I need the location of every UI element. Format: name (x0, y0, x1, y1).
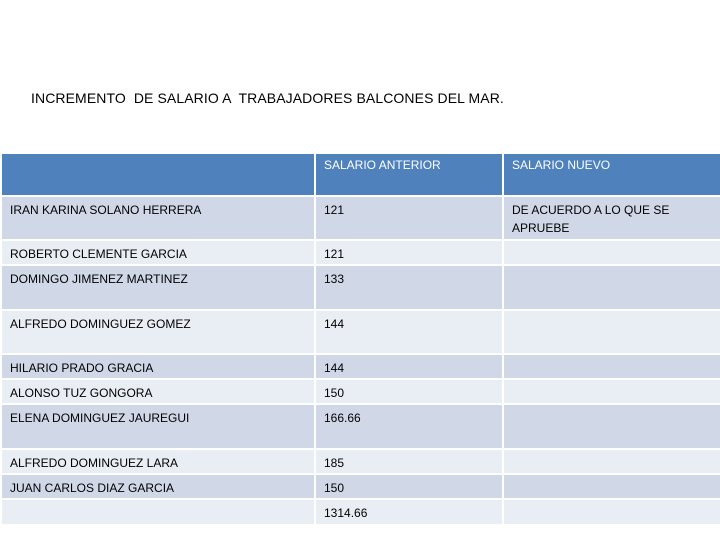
salario-nuevo: DE ACUERDO A LO QUE SE APRUEBE (503, 196, 720, 240)
table-row (1, 196, 720, 240)
salario-anterior: 150 (315, 474, 503, 499)
salario-nuevo (503, 379, 720, 404)
header-salario-nuevo: SALARIO NUEVO (503, 153, 720, 196)
salario-anterior: 121 (315, 196, 503, 240)
salario-nuevo (503, 474, 720, 499)
salario-anterior: 144 (315, 310, 503, 354)
table-row (1, 379, 720, 404)
header-name (1, 153, 315, 196)
table-row (1, 449, 720, 474)
salario-nuevo (503, 449, 720, 474)
table-row (1, 404, 720, 449)
salary-table (0, 152, 720, 526)
table-row (1, 310, 720, 354)
total-row (1, 499, 720, 525)
salario-anterior: 121 (315, 240, 503, 265)
total-label (1, 499, 315, 525)
employee-name: ELENA DOMINGUEZ JAUREGUI (1, 404, 315, 449)
employee-name: ALONSO TUZ GONGORA (1, 379, 315, 404)
table-header-row (1, 153, 720, 196)
employee-name: DOMINGO JIMENEZ MARTINEZ (1, 265, 315, 310)
salario-nuevo (503, 404, 720, 449)
salario-nuevo (503, 310, 720, 354)
salario-anterior: 166.66 (315, 404, 503, 449)
table-row (1, 240, 720, 265)
employee-name: ROBERTO CLEMENTE GARCIA (1, 240, 315, 265)
table-row (1, 265, 720, 310)
header-salario-anterior: SALARIO ANTERIOR (315, 153, 503, 196)
salario-anterior: 150 (315, 379, 503, 404)
employee-name: ALFREDO DOMINGUEZ LARA (1, 449, 315, 474)
total-salario-nuevo (503, 499, 720, 525)
salario-anterior: 185 (315, 449, 503, 474)
total-salario-anterior: 1314.66 (315, 499, 503, 525)
salario-anterior: 144 (315, 354, 503, 379)
employee-name: IRAN KARINA SOLANO HERRERA (1, 196, 315, 240)
table-row (1, 354, 720, 379)
salario-anterior: 133 (315, 265, 503, 310)
page-title: INCREMENTO DE SALARIO A TRABAJADORES BALCONES DEL MAR. (31, 90, 504, 106)
salario-nuevo (503, 240, 720, 265)
employee-name: JUAN CARLOS DIAZ GARCIA (1, 474, 315, 499)
salario-nuevo (503, 265, 720, 310)
employee-name: HILARIO PRADO GRACIA (1, 354, 315, 379)
table-row (1, 474, 720, 499)
salario-nuevo (503, 354, 720, 379)
employee-name: ALFREDO DOMINGUEZ GOMEZ (1, 310, 315, 354)
